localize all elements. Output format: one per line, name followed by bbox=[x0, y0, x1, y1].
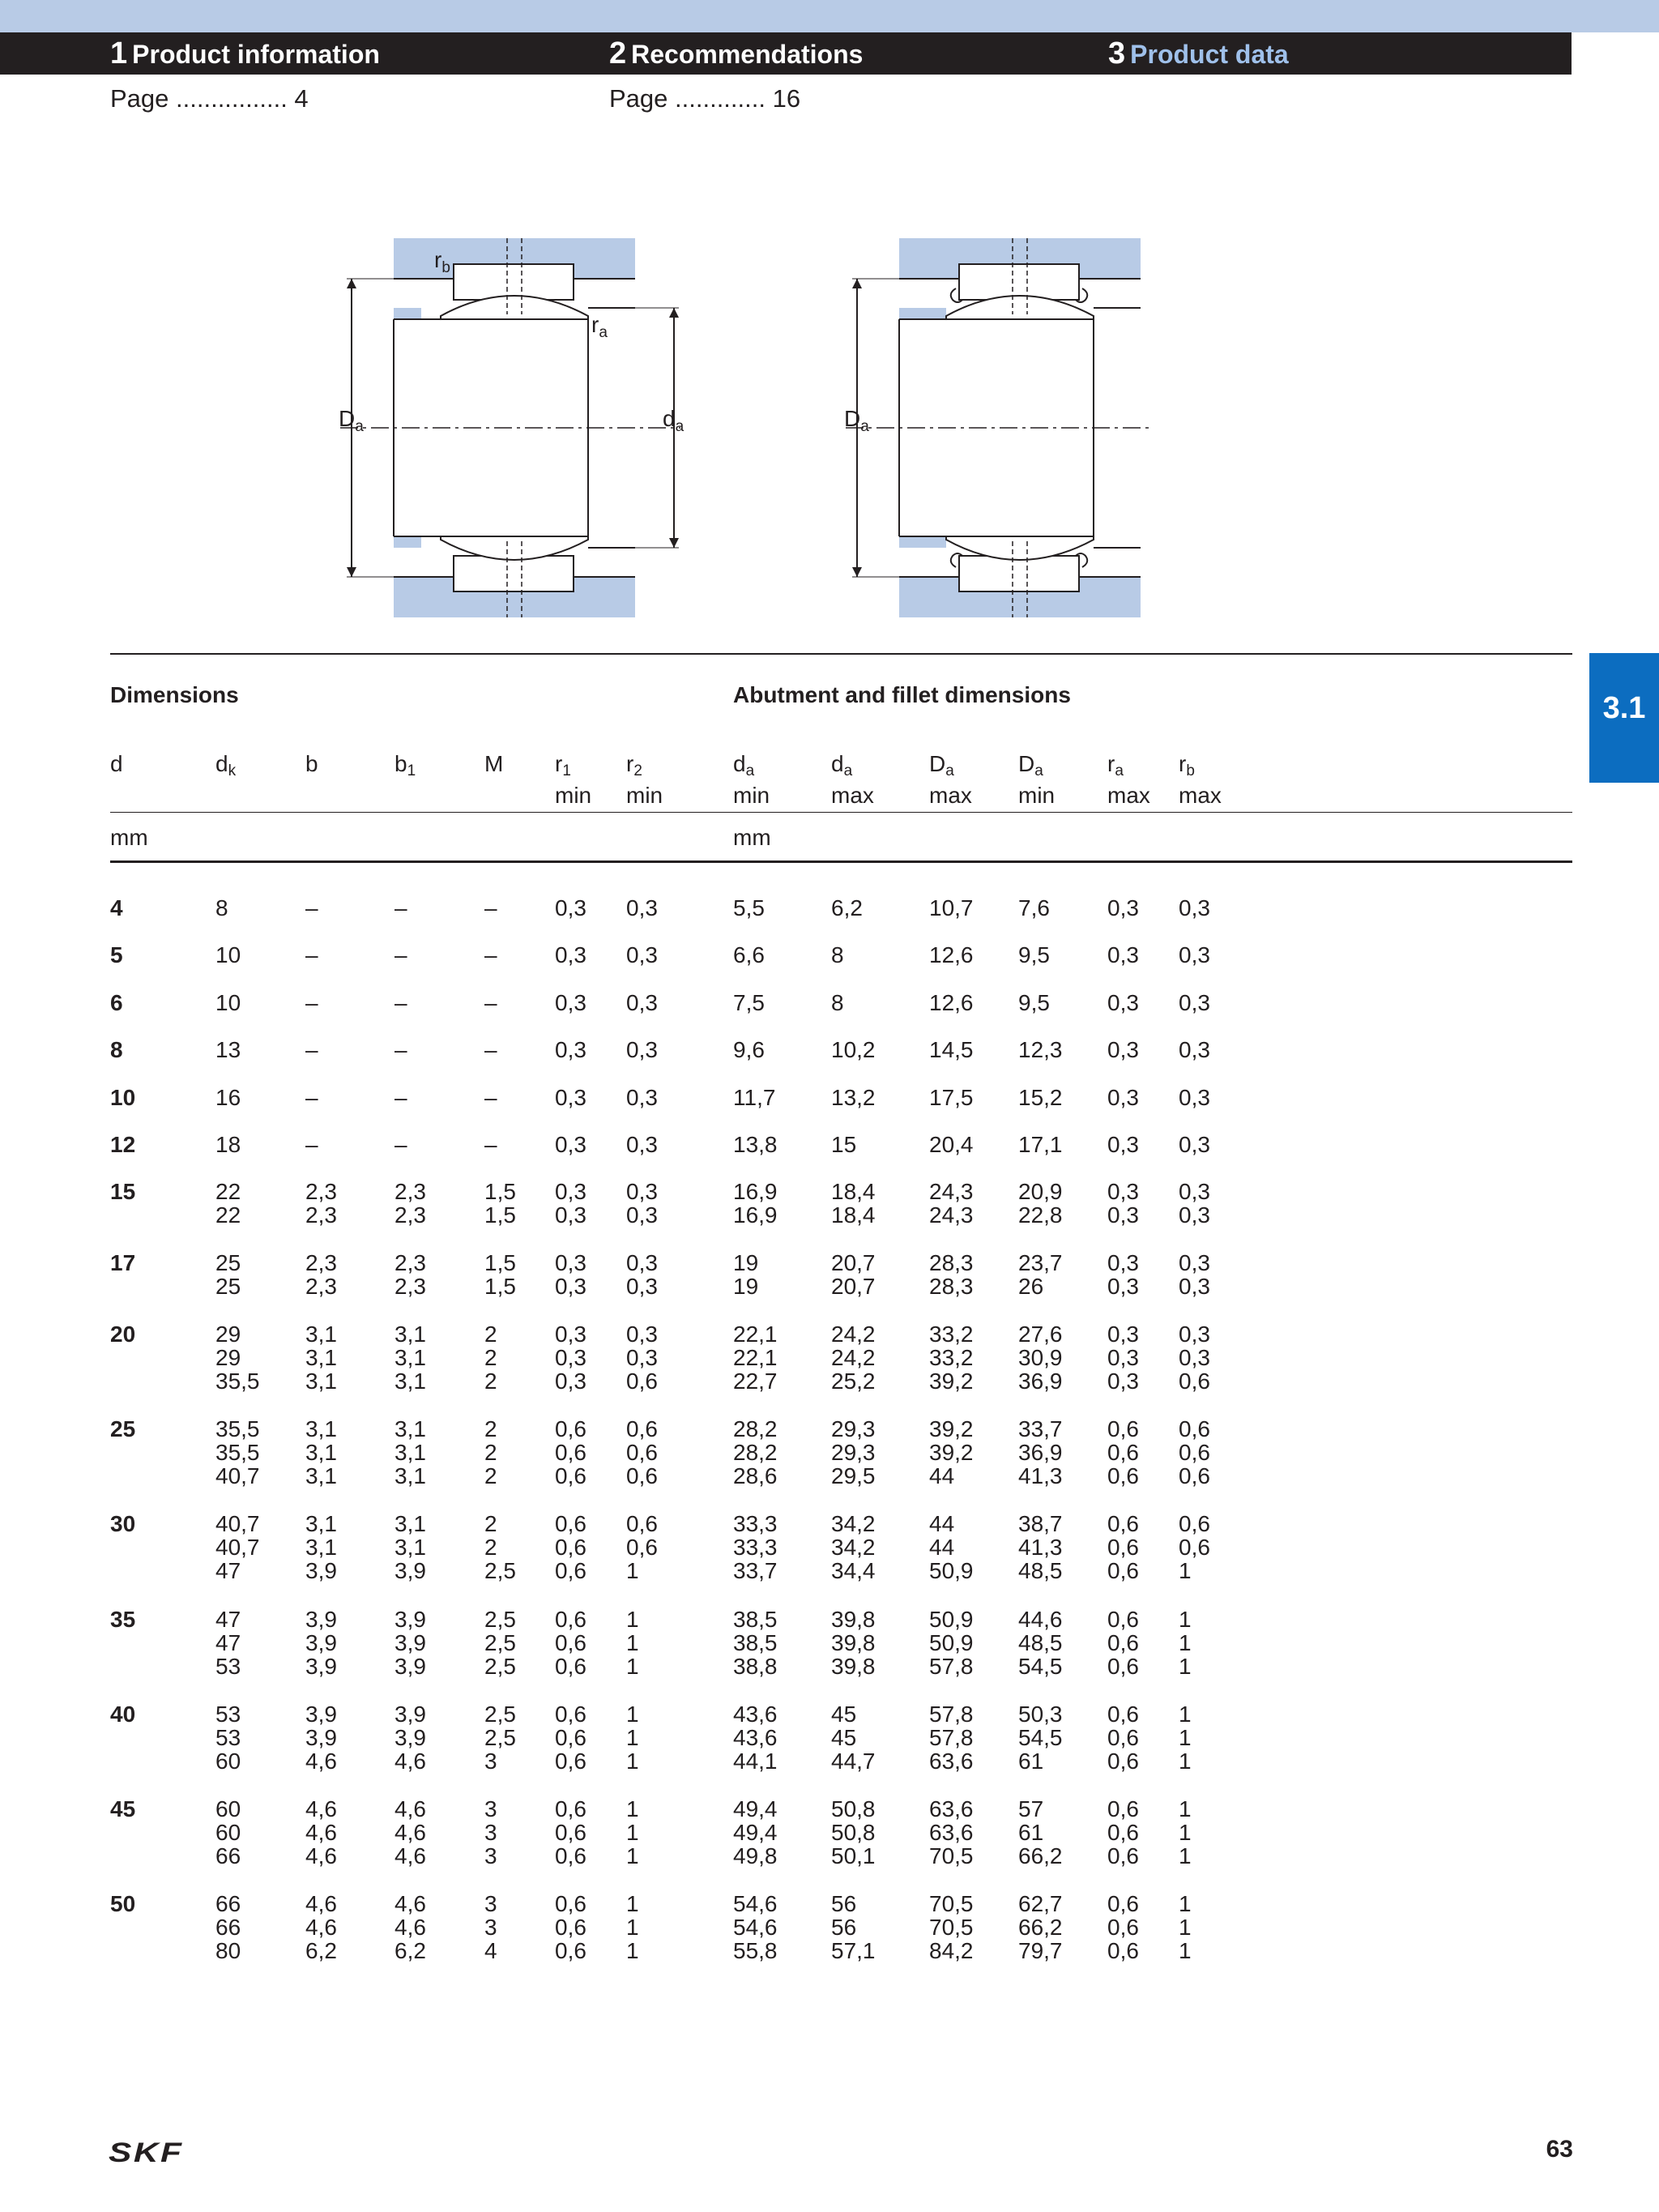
table-cell: 3 3 4 bbox=[484, 1891, 497, 1964]
table-cell: 0,3 bbox=[1179, 989, 1210, 1015]
table-cell: 60 60 66 bbox=[215, 1796, 241, 1868]
table-cell: 1 1 1 bbox=[1179, 1606, 1192, 1679]
table-cell: 0,3 0,3 bbox=[1179, 1179, 1210, 1228]
table-cell: 4,6 4,6 4,6 bbox=[394, 1796, 426, 1868]
table-top-rule bbox=[110, 653, 1572, 655]
table-cell: 0,6 0,6 0,6 bbox=[1179, 1416, 1210, 1489]
table-cell: 0,3 bbox=[1107, 1084, 1139, 1110]
nav-item-product-data[interactable]: 3 Product data bbox=[1108, 36, 1289, 70]
table-cell: 66 66 80 bbox=[215, 1891, 241, 1964]
nav-item-product-information[interactable]: 1 Product information bbox=[110, 36, 380, 70]
table-cell: 9,6 bbox=[733, 1037, 765, 1063]
table-cell: – bbox=[484, 1084, 497, 1110]
unit-label-dimensions: mm bbox=[110, 825, 148, 850]
table-cell: 34,2 34,2 34,4 bbox=[831, 1511, 876, 1584]
table-cell: 3,9 3,9 3,9 bbox=[305, 1606, 337, 1679]
table-cell: – bbox=[484, 1132, 497, 1157]
column-header: $D_a$ min bbox=[1018, 751, 1056, 808]
table-cell: 1 1 1 bbox=[626, 1891, 639, 1964]
table-cell: 25 25 bbox=[215, 1250, 241, 1300]
table-cell: 0,6 0,6 0,6 bbox=[1107, 1796, 1139, 1868]
table-cell: 2 2 2 bbox=[484, 1322, 497, 1394]
table-cell: 0,3 0,3 bbox=[555, 1250, 586, 1300]
table-cell: – bbox=[394, 1084, 407, 1110]
table-cell: 47 47 53 bbox=[215, 1606, 241, 1679]
table-cell: 28,3 28,3 bbox=[929, 1250, 974, 1300]
table-cell: 13,8 bbox=[733, 1132, 778, 1157]
table-cell: 33,3 33,3 33,7 bbox=[733, 1511, 778, 1584]
table-cell: 0,6 0,6 0,6 bbox=[626, 1416, 658, 1489]
table-cell: 3,9 3,9 4,6 bbox=[394, 1701, 426, 1774]
column-header: d bbox=[110, 751, 123, 776]
table-cell: 0,3 bbox=[555, 942, 586, 968]
table-cell: – bbox=[484, 989, 497, 1015]
table-cell: 7,6 bbox=[1018, 895, 1050, 920]
table-cell: 1 1 1 bbox=[1179, 1701, 1192, 1774]
cell-d: 40 bbox=[110, 1701, 136, 1727]
cell-d: 25 bbox=[110, 1416, 136, 1442]
table-cell: 22,1 22,1 22,7 bbox=[733, 1322, 778, 1394]
cell-d: 12 bbox=[110, 1132, 136, 1157]
table-cell: 0,3 bbox=[626, 1037, 658, 1063]
chapter-nav-bar bbox=[0, 32, 1572, 75]
cell-d: 4 bbox=[110, 895, 123, 920]
table-cell: – bbox=[484, 1037, 497, 1063]
table-cell: 1,5 1,5 bbox=[484, 1250, 516, 1300]
table-cell: 0,3 0,3 bbox=[1107, 1179, 1139, 1228]
table-cell: 43,6 43,6 44,1 bbox=[733, 1701, 778, 1774]
column-header: $r_2$ min bbox=[626, 751, 663, 808]
table-cell: 0,3 0,3 0,6 bbox=[626, 1322, 658, 1394]
column-header: $r_b$ max bbox=[1179, 751, 1222, 808]
table-cell: 3,9 3,9 4,6 bbox=[305, 1701, 337, 1774]
table-cell: 0,3 bbox=[1179, 895, 1210, 920]
table-cell: 0,3 0,3 0,6 bbox=[1179, 1322, 1210, 1394]
table-cell: 29 29 35,5 bbox=[215, 1322, 260, 1394]
table-cell: 2,5 2,5 3 bbox=[484, 1701, 516, 1774]
table-cell: 0,6 0,6 0,6 bbox=[1107, 1701, 1139, 1774]
table-cell: 1 1 1 bbox=[1179, 1796, 1192, 1868]
table-cell: 0,6 0,6 0,6 bbox=[555, 1606, 586, 1679]
table-cell: 12,3 bbox=[1018, 1037, 1063, 1063]
column-header: $D_a$ max bbox=[929, 751, 972, 808]
unit-label-abutment: mm bbox=[733, 825, 771, 850]
table-cell: 19 19 bbox=[733, 1250, 759, 1300]
table-cell: 0,3 bbox=[1107, 895, 1139, 920]
table-cell: 0,3 0,3 0,3 bbox=[555, 1322, 586, 1394]
table-cell: 33,7 36,9 41,3 bbox=[1018, 1416, 1063, 1489]
label-rb: $r_b$ bbox=[434, 247, 450, 276]
table-cell: 3,9 3,9 3,9 bbox=[394, 1606, 426, 1679]
table-cell: 11,7 bbox=[733, 1084, 776, 1110]
table-cell: – bbox=[394, 895, 407, 920]
table-cell: – bbox=[394, 1037, 407, 1063]
table-cell: 38,7 41,3 48,5 bbox=[1018, 1511, 1063, 1584]
table-cell: 17,1 bbox=[1018, 1132, 1063, 1157]
table-cell: 13 bbox=[215, 1037, 241, 1063]
table-cell: 22 22 bbox=[215, 1179, 241, 1228]
cell-d: 50 bbox=[110, 1891, 136, 1917]
cell-d: 10 bbox=[110, 1084, 136, 1110]
label-da: $d_a$ bbox=[663, 406, 684, 435]
cell-d: 35 bbox=[110, 1606, 136, 1632]
table-cell: 0,3 bbox=[555, 895, 586, 920]
table-cell: 15 bbox=[831, 1132, 857, 1157]
table-cell: 6,6 bbox=[733, 942, 765, 968]
table-cell: 33,2 33,2 39,2 bbox=[929, 1322, 974, 1394]
table-cell: 38,5 38,5 38,8 bbox=[733, 1606, 778, 1679]
column-header: $r_1$ min bbox=[555, 751, 592, 808]
table-cell: – bbox=[305, 989, 318, 1015]
table-cell: 0,3 bbox=[1107, 942, 1139, 968]
table-cell: – bbox=[484, 895, 497, 920]
table-cell: 0,3 0,3 bbox=[555, 1179, 586, 1228]
table-cell: 0,6 0,6 0,6 bbox=[555, 1796, 586, 1868]
cell-d: 15 bbox=[110, 1179, 136, 1205]
table-cell: 56 56 57,1 bbox=[831, 1891, 876, 1964]
table-cell: 70,5 70,5 84,2 bbox=[929, 1891, 974, 1964]
table-cell: 0,3 bbox=[626, 942, 658, 968]
table-cell: 63,6 63,6 70,5 bbox=[929, 1796, 974, 1868]
table-cell: 44 44 50,9 bbox=[929, 1511, 974, 1584]
table-cell: 0,6 0,6 0,6 bbox=[555, 1416, 586, 1489]
table-cell: 0,3 bbox=[555, 989, 586, 1015]
table-cell: 54,6 54,6 55,8 bbox=[733, 1891, 778, 1964]
table-cell: 1 1 1 bbox=[626, 1606, 639, 1679]
table-cell: 50,9 50,9 57,8 bbox=[929, 1606, 974, 1679]
table-cell: 5,5 bbox=[733, 895, 765, 920]
table-cell: – bbox=[305, 1037, 318, 1063]
table-cell: 23,7 26 bbox=[1018, 1250, 1063, 1300]
table-cell: – bbox=[305, 1084, 318, 1110]
table-cell: 2 2 2 bbox=[484, 1416, 497, 1489]
label-ra: $r_a$ bbox=[591, 312, 608, 341]
table-cell: 0,6 0,6 0,6 bbox=[1107, 1891, 1139, 1964]
table-cell: 10,2 bbox=[831, 1037, 876, 1063]
table-cell: 0,3 bbox=[1179, 1132, 1210, 1157]
cell-d: 20 bbox=[110, 1322, 136, 1347]
table-cell: 0,3 bbox=[626, 989, 658, 1015]
table-cell: 0,3 0,3 bbox=[626, 1179, 658, 1228]
table-cell: 20,4 bbox=[929, 1132, 974, 1157]
table-cell: 20,9 22,8 bbox=[1018, 1179, 1063, 1228]
table-cell: 9,5 bbox=[1018, 942, 1050, 968]
table-cell: 39,2 39,2 44 bbox=[929, 1416, 974, 1489]
table-cell: 20,7 20,7 bbox=[831, 1250, 876, 1300]
table-cell: 0,6 0,6 0,6 bbox=[1107, 1416, 1139, 1489]
table-cell: 3,1 3,1 3,1 bbox=[305, 1416, 337, 1489]
table-cell: 0,3 0,3 bbox=[1107, 1250, 1139, 1300]
table-cell: 0,6 0,6 1 bbox=[626, 1511, 658, 1584]
table-cell: – bbox=[394, 1132, 407, 1157]
table-cell: 53 53 60 bbox=[215, 1701, 241, 1774]
table-cell: 27,6 30,9 36,9 bbox=[1018, 1322, 1063, 1394]
table-cell: 3,1 3,1 3,9 bbox=[305, 1511, 337, 1584]
table-cell: 35,5 35,5 40,7 bbox=[215, 1416, 260, 1489]
table-cell: – bbox=[305, 942, 318, 968]
bearing-abutment-diagram-open bbox=[324, 235, 697, 624]
table-cell: 2,3 2,3 bbox=[394, 1179, 426, 1228]
table-cell: 0,3 bbox=[626, 895, 658, 920]
column-header: $d_a$ min bbox=[733, 751, 770, 808]
label-Da-left: $D_a$ bbox=[339, 406, 364, 435]
table-cell: 39,8 39,8 39,8 bbox=[831, 1606, 876, 1679]
cell-d: 17 bbox=[110, 1250, 136, 1276]
table-cell: 44,6 48,5 54,5 bbox=[1018, 1606, 1063, 1679]
table-cell: – bbox=[394, 942, 407, 968]
table-cell: 0,6 0,6 0,6 bbox=[555, 1701, 586, 1774]
units-rule bbox=[110, 860, 1572, 863]
table-cell: 50,3 54,5 61 bbox=[1018, 1701, 1063, 1774]
header-rule bbox=[110, 812, 1572, 813]
table-cell: 4,6 4,6 4,6 bbox=[305, 1796, 337, 1868]
column-header: $b_1$ bbox=[394, 751, 416, 779]
page-number: 63 bbox=[1546, 2136, 1573, 2163]
table-cell: 10 bbox=[215, 989, 241, 1015]
table-cell: 0,3 0,3 0,3 bbox=[1107, 1322, 1139, 1394]
cell-d: 45 bbox=[110, 1796, 136, 1821]
table-cell: 6,2 bbox=[831, 895, 863, 920]
page-ref-product-information[interactable]: Page ................ 4 bbox=[110, 84, 309, 113]
table-cell: 16,9 16,9 bbox=[733, 1179, 778, 1228]
table-cell: 0,3 0,3 bbox=[1179, 1250, 1210, 1300]
column-header: $d_k$ bbox=[215, 751, 237, 779]
table-cell: 49,4 49,4 49,8 bbox=[733, 1796, 778, 1868]
section-tab-badge[interactable]: 3.1 bbox=[1589, 653, 1659, 783]
cell-d: 8 bbox=[110, 1037, 123, 1063]
table-cell: 2,3 2,3 bbox=[305, 1179, 337, 1228]
cell-d: 6 bbox=[110, 989, 123, 1015]
table-cell: 12,6 bbox=[929, 942, 974, 968]
table-cell: 1 1 1 bbox=[626, 1701, 639, 1774]
table-cell: 0,3 bbox=[626, 1132, 658, 1157]
table-cell: 0,6 0,6 1 bbox=[1179, 1511, 1210, 1584]
table-cell: – bbox=[305, 895, 318, 920]
table-cell: 1,5 1,5 bbox=[484, 1179, 516, 1228]
table-cell: 12,6 bbox=[929, 989, 974, 1015]
table-cell: 0,3 bbox=[1107, 1132, 1139, 1157]
table-cell: 8 bbox=[831, 989, 844, 1015]
table-cell: 45 45 44,7 bbox=[831, 1701, 876, 1774]
table-cell: 0,3 bbox=[555, 1037, 586, 1063]
table-cell: – bbox=[484, 942, 497, 968]
column-header: $d_a$ max bbox=[831, 751, 874, 808]
table-cell: 0,3 bbox=[555, 1132, 586, 1157]
table-cell: 62,7 66,2 79,7 bbox=[1018, 1891, 1063, 1964]
table-cell: 57,8 57,8 63,6 bbox=[929, 1701, 974, 1774]
column-header: b bbox=[305, 751, 318, 776]
table-cell: 8 bbox=[831, 942, 844, 968]
table-cell: 0,3 bbox=[1107, 1037, 1139, 1063]
table-cell: 18,4 18,4 bbox=[831, 1179, 876, 1228]
bearing-abutment-diagram-sealed bbox=[830, 235, 1170, 624]
top-color-band bbox=[0, 0, 1659, 32]
table-cell: 2,5 2,5 2,5 bbox=[484, 1606, 516, 1679]
table-cell: 40,7 40,7 47 bbox=[215, 1511, 260, 1584]
table-cell: 0,6 0,6 0,6 bbox=[1107, 1606, 1139, 1679]
table-cell: 0,3 bbox=[1179, 1084, 1210, 1110]
table-cell: 0,6 0,6 0,6 bbox=[555, 1511, 586, 1584]
table-cell: 10,7 bbox=[929, 895, 974, 920]
skf-logo: SKF bbox=[109, 2137, 184, 2168]
table-cell: 2,3 2,3 bbox=[305, 1250, 337, 1300]
table-cell: 1 1 1 bbox=[626, 1796, 639, 1868]
table-cell: 16 bbox=[215, 1084, 241, 1110]
table-cell: 0,3 bbox=[1107, 989, 1139, 1015]
table-cell: 0,6 0,6 0,6 bbox=[555, 1891, 586, 1964]
table-cell: 0,3 bbox=[1179, 942, 1210, 968]
table-cell: 10 bbox=[215, 942, 241, 968]
table-cell: 8 bbox=[215, 895, 228, 920]
table-cell: 24,3 24,3 bbox=[929, 1179, 974, 1228]
table-cell: 4,6 4,6 6,2 bbox=[305, 1891, 337, 1964]
table-cell: 4,6 4,6 6,2 bbox=[394, 1891, 426, 1964]
table-cell: 2 2 2,5 bbox=[484, 1511, 516, 1584]
cell-d: 30 bbox=[110, 1511, 136, 1537]
table-cell: 0,3 0,3 bbox=[626, 1250, 658, 1300]
column-header: M bbox=[484, 751, 504, 776]
table-cell: 3,1 3,1 3,1 bbox=[305, 1322, 337, 1394]
table-cell: 24,2 24,2 25,2 bbox=[831, 1322, 876, 1394]
table-cell: 28,2 28,2 28,6 bbox=[733, 1416, 778, 1489]
column-header: $r_a$ max bbox=[1107, 751, 1150, 808]
cell-d: 5 bbox=[110, 942, 123, 968]
table-cell: 7,5 bbox=[733, 989, 765, 1015]
section-title-abutment: Abutment and fillet dimensions bbox=[733, 682, 1071, 707]
table-cell: 0,6 0,6 0,6 bbox=[1107, 1511, 1139, 1584]
table-cell: 17,5 bbox=[929, 1084, 974, 1110]
table-cell: 2,3 2,3 bbox=[394, 1250, 426, 1300]
table-cell: – bbox=[305, 1132, 318, 1157]
table-cell: 29,3 29,3 29,5 bbox=[831, 1416, 876, 1489]
table-cell: 3,1 3,1 3,9 bbox=[394, 1511, 426, 1584]
label-Da-right: $D_a$ bbox=[844, 406, 869, 435]
table-cell: 3,1 3,1 3,1 bbox=[394, 1322, 426, 1394]
table-cell: 50,8 50,8 50,1 bbox=[831, 1796, 876, 1868]
table-cell: 0,3 bbox=[1179, 1037, 1210, 1063]
table-cell: 3 3 3 bbox=[484, 1796, 497, 1868]
table-cell: 18 bbox=[215, 1132, 241, 1157]
table-cell: 14,5 bbox=[929, 1037, 974, 1063]
table-cell: 57 61 66,2 bbox=[1018, 1796, 1063, 1868]
table-cell: 13,2 bbox=[831, 1084, 876, 1110]
nav-item-recommendations[interactable]: 2 Recommendations bbox=[609, 36, 864, 70]
page-ref-recommendations[interactable]: Page ............. 16 bbox=[609, 84, 801, 113]
table-cell: – bbox=[394, 989, 407, 1015]
table-cell: 3,1 3,1 3,1 bbox=[394, 1416, 426, 1489]
table-cell: 0,3 bbox=[626, 1084, 658, 1110]
section-title-dimensions: Dimensions bbox=[110, 682, 239, 707]
table-cell: 0,3 bbox=[555, 1084, 586, 1110]
table-cell: 15,2 bbox=[1018, 1084, 1063, 1110]
table-cell: 1 1 1 bbox=[1179, 1891, 1192, 1964]
table-cell: 9,5 bbox=[1018, 989, 1050, 1015]
